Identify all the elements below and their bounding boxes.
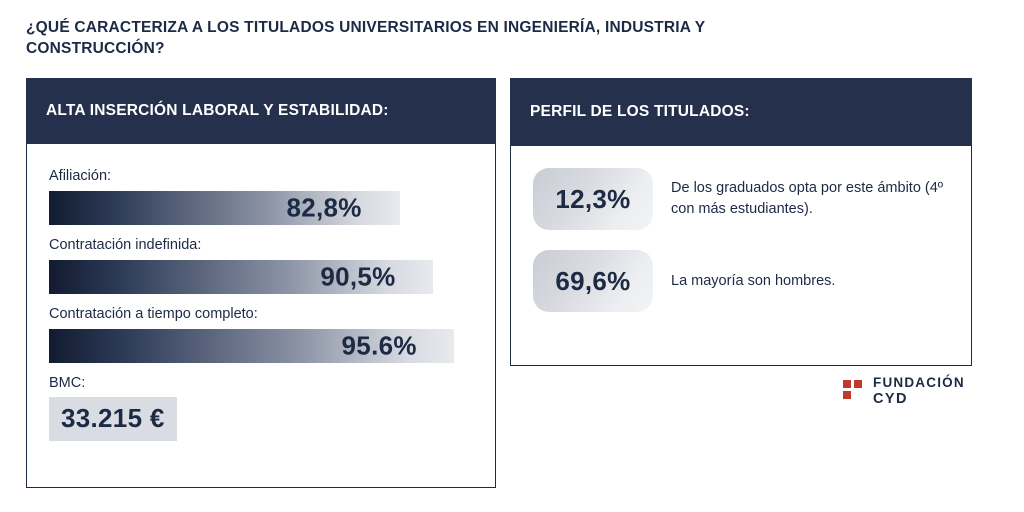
profile-text: La mayoría son hombres. (671, 272, 836, 289)
panel-left-header-text: ALTA INSERCIÓN LABORAL Y ESTABILIDAD: (46, 101, 389, 119)
metric-row (49, 237, 473, 294)
metric-value: 95.6% (341, 330, 417, 361)
metric-bar-wrap (49, 191, 473, 225)
logo-line-1: FUNDACIÓN (873, 375, 965, 390)
metric-bar-wrap (49, 260, 473, 294)
panel-left-body (27, 144, 495, 441)
metric-bar-wrap (49, 329, 473, 363)
bmc-value: 33.215 € (49, 397, 177, 441)
page-title: ¿QUÉ CARACTERIZA A LOS TITULADOS UNIVERSITARIOS EN INGENIERÍA, INDUSTRIA Y CONSTRUCCIÓN? (26, 19, 706, 57)
metric-value: 90,5% (320, 261, 396, 292)
panel-perfil-titulados (510, 78, 972, 366)
metric-row (49, 168, 473, 225)
logo-squares-icon (843, 380, 865, 402)
panel-right-body (511, 146, 971, 312)
panel-right-header-text: PERFIL DE LOS TITULADOS: (530, 102, 750, 120)
panel-right-header (510, 78, 972, 146)
bmc-label: BMC: (49, 375, 86, 391)
panel-left-header (26, 78, 496, 144)
profile-row (533, 250, 949, 312)
metric-value: 82,8% (286, 192, 362, 223)
panel-insercion-laboral (26, 78, 496, 488)
fundacion-cyd-logo (843, 375, 965, 407)
profile-row (533, 168, 949, 230)
metric-label: Contratación a tiempo completo: (49, 306, 258, 322)
metric-row (49, 306, 473, 363)
bmc-row (49, 375, 473, 441)
profile-value: 12,3% (533, 168, 653, 230)
profile-text: De los graduados opta por este ámbito (4º con más estudiantes). (671, 180, 944, 217)
profile-value: 69,6% (533, 250, 653, 312)
logo-line-2: CYD (873, 390, 908, 407)
metric-label: Contratación indefinida: (49, 237, 202, 253)
metric-label: Afiliación: (49, 168, 112, 184)
logo-text (873, 375, 965, 407)
